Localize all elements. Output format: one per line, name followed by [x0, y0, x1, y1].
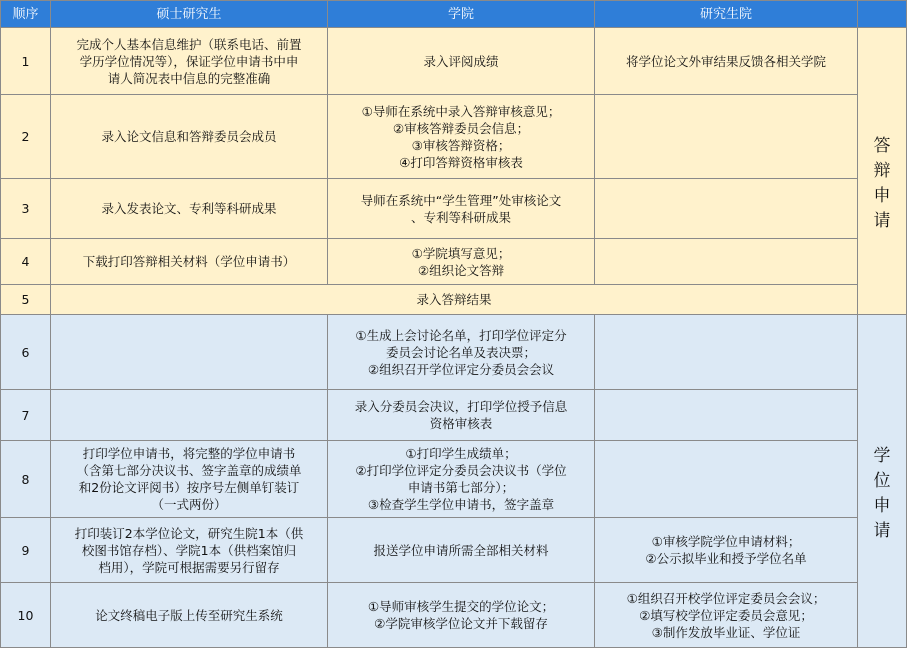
- row-number: 4: [1, 239, 51, 285]
- table-row: [1, 28, 907, 95]
- college-cell: ①学院填写意见； ②组织论文答辩: [328, 239, 595, 285]
- college-cell: 报送学位申请所需全部相关材料: [328, 518, 595, 583]
- graduate-school-cell: [595, 441, 858, 518]
- graduate-school-cell: 将学位论文外审结果反馈各相关学院: [595, 28, 858, 95]
- college-cell: 录入评阅成绩: [328, 28, 595, 95]
- table-row: [1, 285, 907, 315]
- graduate-school-cell: ①审核学院学位申请材料； ②公示拟毕业和授予学位名单: [595, 518, 858, 583]
- college-cell: ①导师在系统中录入答辩审核意见； ②审核答辩委员会信息； ③审核答辩资格； ④打印答辩资格审核表: [328, 95, 595, 179]
- stage-label: 学 位 申 请: [873, 445, 891, 541]
- graduate-school-cell: [595, 179, 858, 239]
- graduate-school-cell: [595, 390, 858, 441]
- header-stage: [858, 1, 907, 28]
- table-row: [1, 583, 907, 648]
- table-row: [1, 390, 907, 441]
- college-cell: ①生成上会讨论名单，打印学位评定分 委员会讨论名单及表决票； ②组织召开学位评定分委员会会议: [328, 315, 595, 390]
- student-cell: 录入论文信息和答辩委员会成员: [51, 95, 328, 179]
- graduate-school-cell: ①组织召开校学位评定委员会会议； ②填写校学位评定委员会意见； ③制作发放毕业证、学位证: [595, 583, 858, 648]
- student-cell: 完成个人基本信息维护（联系电话、前置 学历学位情况等），保证学位申请书中申 请人简况表中信息的完整准确: [51, 28, 328, 95]
- student-cell: 论文终稿电子版上传至研究生系统: [51, 583, 328, 648]
- header-graduate-school: 研究生院: [595, 1, 858, 28]
- student-cell: 打印装订2本学位论文，研究生院1本（供 校图书馆存档）、学院1本（供档案馆归 档用），学院可根据需要另行留存: [51, 518, 328, 583]
- table-row: [1, 95, 907, 179]
- table-row: [1, 441, 907, 518]
- row-number: 10: [1, 583, 51, 648]
- row-number: 2: [1, 95, 51, 179]
- header-order: 顺序: [1, 1, 51, 28]
- graduate-school-cell: [595, 95, 858, 179]
- row-number: 9: [1, 518, 51, 583]
- student-cell: 下载打印答辩相关材料（学位申请书）: [51, 239, 328, 285]
- college-cell: 导师在系统中“学生管理”处审核论文 、专利等科研成果: [328, 179, 595, 239]
- row-number: 5: [1, 285, 51, 315]
- student-cell: [51, 390, 328, 441]
- student-cell: 录入发表论文、专利等科研成果: [51, 179, 328, 239]
- table-row: [1, 518, 907, 583]
- stage-label: 答 辩 申 请: [873, 135, 891, 231]
- table-row: [1, 179, 907, 239]
- student-cell: [51, 315, 328, 390]
- student-cell: 打印学位申请书，将完整的学位申请书 （含第七部分决议书、签字盖章的成绩单 和2份论文评阅书）按序号左侧单钉装订 （一式两份）: [51, 441, 328, 518]
- college-cell: ①导师审核学生提交的学位论文； ②学院审核学位论文并下载留存: [328, 583, 595, 648]
- college-cell: ①打印学生成绩单； ②打印学位评定分委员会决议书（学位 申请书第七部分）； ③检查学生学位申请书，签字盖章: [328, 441, 595, 518]
- stage-defense-application: [858, 28, 907, 315]
- header-row: [1, 1, 907, 28]
- graduate-school-cell: [595, 315, 858, 390]
- row-number: 1: [1, 28, 51, 95]
- stage-degree-application: [858, 315, 907, 648]
- row-number: 6: [1, 315, 51, 390]
- college-cell: 录入分委员会决议，打印学位授予信息 资格审核表: [328, 390, 595, 441]
- row-number: 7: [1, 390, 51, 441]
- merged-cell: 录入答辩结果: [51, 285, 858, 315]
- table-row: [1, 239, 907, 285]
- header-student: 硕士研究生: [51, 1, 328, 28]
- row-number: 3: [1, 179, 51, 239]
- row-number: 8: [1, 441, 51, 518]
- graduate-school-cell: [595, 239, 858, 285]
- table-row: [1, 315, 907, 390]
- header-college: 学院: [328, 1, 595, 28]
